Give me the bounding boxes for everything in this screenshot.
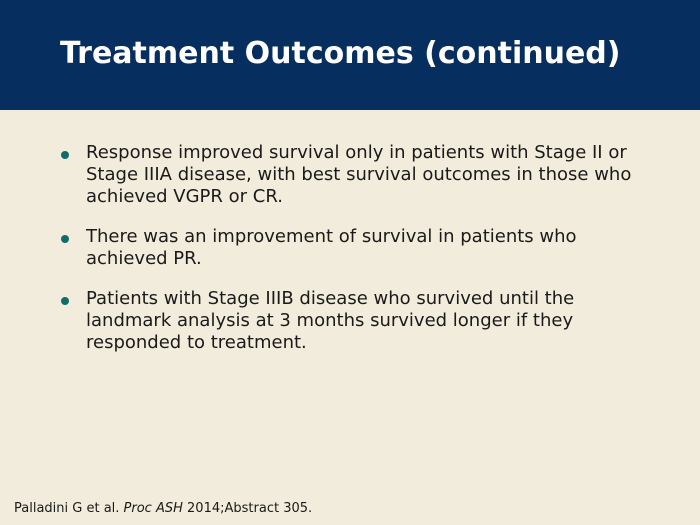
bullet-text: Patients with Stage IIIB disease who survived until the landmark analysis at 3 months survived longer if they responded to treatment. [86,288,575,353]
citation-details: 2014;Abstract 305. [187,501,313,516]
bullet-text: There was an improvement of survival in patients who achieved PR. [86,226,577,269]
bullet-dot-icon [61,297,69,305]
title-bar [0,0,700,110]
bullet-item [60,226,650,270]
bullet-text: Response improved survival only in patients with Stage II or Stage IIIA disease, with best survival outcomes in those who achieved VGPR or CR. [86,142,632,207]
bullet-item [60,288,650,354]
bullet-list [60,142,650,372]
citation-footnote [14,500,312,518]
bullet-dot-icon [61,151,69,159]
citation-authors: Palladini G et al. [14,501,120,516]
citation-journal: Proc ASH [123,501,183,516]
bullet-item [60,142,650,208]
slide-title: Treatment Outcomes (continued) [60,36,621,71]
bullet-dot-icon [61,235,69,243]
